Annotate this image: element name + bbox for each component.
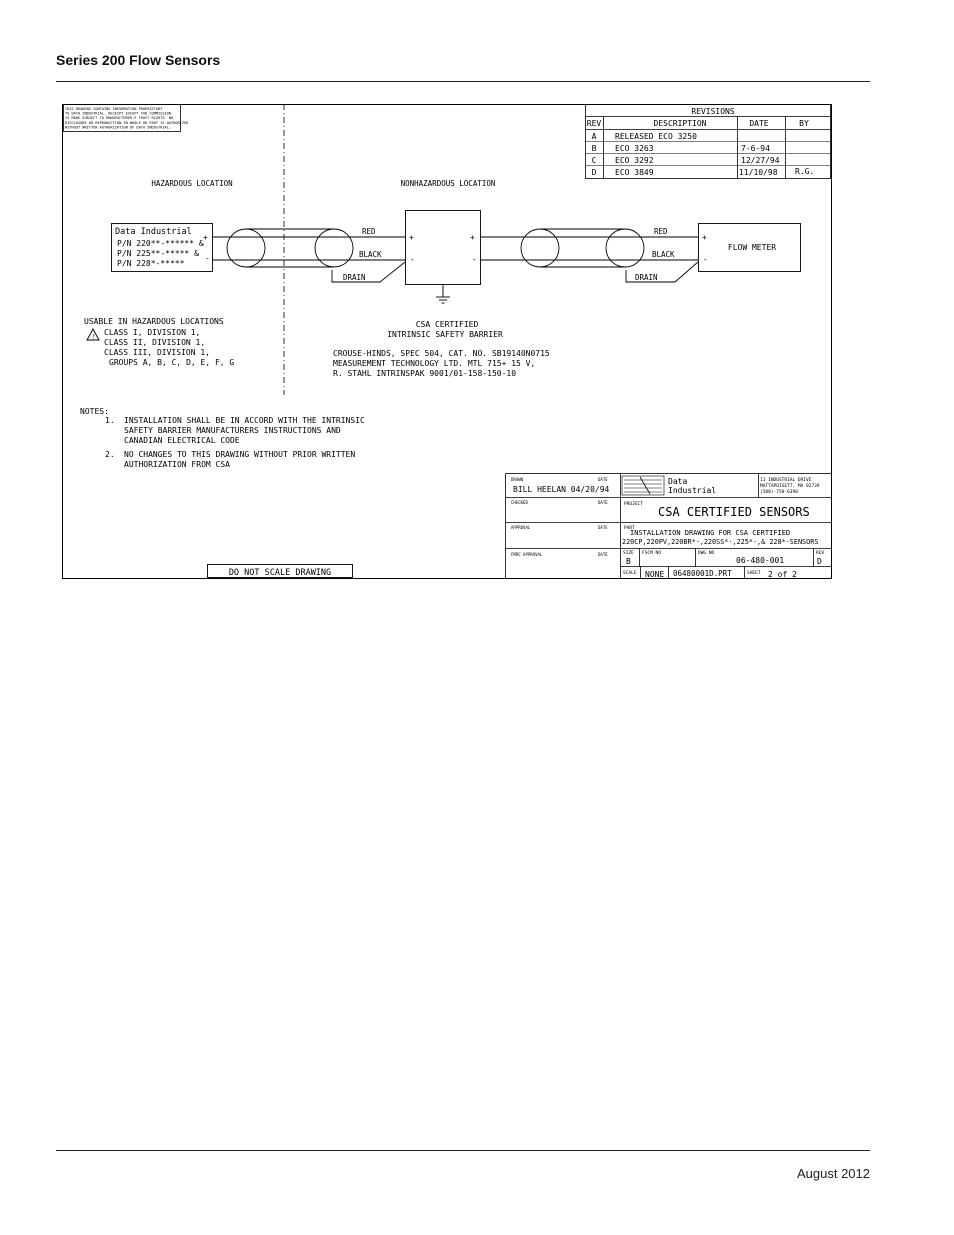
plus-terminal-label: + (203, 233, 208, 242)
barrier-plus-out: + (470, 233, 475, 242)
usable-line: CLASS I, DIVISION 1, (104, 328, 201, 337)
fscm-label: FSCM NO (642, 551, 661, 556)
barrier-minus-in: - (410, 255, 415, 264)
page-header-title: Series 200 Flow Sensors (56, 52, 221, 68)
sensor-box (112, 224, 213, 272)
sensor-part-number: P/N 228*-***** (117, 259, 185, 268)
minus-terminal-label: - (205, 254, 210, 263)
company-name-line2: Industrial (668, 486, 717, 495)
revision-description: ECO 3292 (615, 156, 654, 165)
usable-title: USABLE IN HAZARDOUS LOCATIONS (84, 317, 224, 326)
size-label: SIZE (623, 551, 634, 556)
project-label: PROJECT (624, 502, 643, 507)
proprietary-note-line: WITHOUT WRITTEN AUTHORIZATION OF DATA INDUSTRIAL. (65, 125, 172, 130)
project-value: CSA CERTIFIED SENSORS (658, 505, 810, 519)
proprietary-note (64, 105, 189, 132)
date-label: DATE (598, 500, 608, 505)
red-wire-label-right: RED (654, 227, 668, 236)
approval-label: APPROVAL (511, 525, 531, 530)
barrier-minus-out: - (472, 255, 477, 264)
part-value-line: 220CP,220PV,220BR*-,220SS*-,225*-,& 228*-SENSORS (622, 538, 819, 546)
sensor-name: Data Industrial (115, 227, 192, 237)
revision-description: RELEASED ECO 3250 (615, 132, 697, 141)
safety-barrier-box (406, 211, 481, 304)
flow-meter-box (699, 224, 801, 272)
note-line: SAFETY BARRIER MANUFACTURERS INSTRUCTIONS AND (124, 426, 341, 435)
flow-meter-label: FLOW METER (727, 243, 777, 252)
revision-rev: B (591, 144, 597, 153)
black-wire-label-right: BLACK (652, 250, 675, 259)
checked-label: CHECKED (511, 500, 528, 505)
revisions-header-date: DATE (749, 119, 769, 128)
file-name-value: 06480001D.PRT (673, 569, 732, 578)
revisions-header-description: DESCRIPTION (653, 119, 707, 128)
flow-meter-minus: - (703, 255, 708, 264)
dwg-number-label: DWG NO (698, 551, 715, 556)
sheet-label: SHEET (747, 571, 761, 576)
notes-title: NOTES: (80, 407, 109, 416)
flow-meter-plus: + (702, 233, 707, 242)
date-label: DATE (598, 477, 608, 482)
red-wire-label-left: RED (362, 227, 376, 236)
usable-line: GROUPS A, B, C, D, E, F, G (109, 358, 235, 367)
company-address-line: MATTAPOISETT, MA 02739 (760, 484, 820, 489)
note-line: AUTHORIZATION FROM CSA (124, 460, 230, 469)
revisions-title: REVISIONS (691, 107, 735, 116)
do-not-scale-label: DO NOT SCALE DRAWING (228, 568, 332, 578)
notes (80, 407, 365, 469)
size-value: B (626, 557, 631, 566)
warning-icon-mark: ! (92, 333, 96, 341)
revision-date: 7-6-94 (741, 144, 770, 153)
usable-line: CLASS II, DIVISION 1, (104, 338, 206, 347)
barrier-title: CSA CERTIFIED (415, 320, 479, 329)
revision-description: ECO 3849 (615, 168, 654, 177)
revision-date: 11/10/98 (739, 168, 778, 177)
barrier-model: R. STAHL INTRINSPAK 9001/01-158-150-10 (333, 369, 517, 378)
sensor-part-number: P/N 225**-***** & (117, 249, 199, 258)
date-label: DATE (598, 525, 608, 530)
black-wire-label-left: BLACK (359, 250, 382, 259)
barrier-model: CROUSE-HINDS, SPEC 504, CAT. NO. SB19140N0715 (333, 349, 550, 358)
footer-date: August 2012 (796, 1166, 870, 1181)
revision-rev: C (591, 156, 597, 165)
part-label: PART (624, 526, 635, 531)
date-label: DATE (598, 552, 608, 557)
barrier-model: MEASUREMENT TECHNOLOGY LTD. MTL 715+ 15 V, (333, 359, 536, 368)
revision-date: 12/27/94 (741, 156, 780, 165)
proprietary-note-line: IS MADE SUBJECT TO MANUFACTURER'S TRUST RIGHTS. NO (65, 116, 174, 121)
company-address-line: (508)-758-6390 (760, 490, 798, 495)
company-address-line: 11 INDUSTRIAL DRIVE (760, 478, 812, 483)
note-line: INSTALLATION SHALL BE IN ACCORD WITH THE INTRINSIC (124, 416, 365, 425)
drawn-label: DRAWN (511, 477, 524, 482)
revisions-header-by: BY (799, 119, 809, 128)
scale-value: NONE (645, 570, 665, 579)
note-number: 2. (105, 450, 115, 459)
usable-line: CLASS III, DIVISION 1, (104, 348, 210, 357)
revision-description: ECO 3263 (615, 144, 654, 153)
company-name-line1: Data (668, 477, 688, 486)
proprietary-note-line: THIS DRAWING CONTAINS INFORMATION PROPRIETARY (65, 107, 163, 111)
note-line: NO CHANGES TO THIS DRAWING WITHOUT PRIOR WRITTEN (124, 450, 356, 459)
part-value-line: INSTALLATION DRAWING FOR CSA CERTIFIED (630, 529, 791, 537)
scale-label: SCALE (623, 571, 637, 576)
drawn-value: BILL HEELAN 04/20/94 (513, 485, 610, 494)
rev-label: REV (816, 551, 825, 556)
usable-locations (84, 317, 234, 367)
revision-rev: A (591, 132, 597, 141)
revisions-header-rev: REV (586, 119, 602, 128)
company-logo (622, 476, 664, 495)
note-line: CANADIAN ELECTRICAL CODE (124, 436, 240, 445)
revision-rev: D (591, 168, 597, 177)
drain-wire-label-right: DRAIN (635, 273, 658, 282)
proprietary-note-line: TO DATA INDUSTRIAL. RECEIPT EXCEPT FOR COMMISSION (65, 111, 172, 116)
fmrc-approval-label: FMRC APPROVAL (511, 552, 543, 557)
barrier-subtitle: INTRINSIC SAFETY BARRIER (387, 330, 503, 339)
barrier-plus-in: + (409, 233, 414, 242)
hazardous-location-label: HAZARDOUS LOCATION (151, 179, 233, 188)
proprietary-note-line: DISCLOSURE OR REPRODUCTION IN WHOLE OR PART IS AUTHORIZED (65, 120, 189, 125)
revision-by: R.G. (795, 167, 815, 176)
dwg-number-value: 06-480-001 (736, 556, 785, 565)
note-number: 1. (105, 416, 115, 425)
sheet-value: 2 of 2 (768, 570, 797, 579)
drain-wire-label-left: DRAIN (343, 273, 366, 282)
rev-value: D (817, 557, 822, 566)
sensor-part-number: P/N 220**-****** & (117, 239, 204, 248)
nonhazardous-location-label: NONHAZARDOUS LOCATION (400, 179, 496, 188)
title-block-text (511, 476, 824, 579)
revisions-table (586, 105, 831, 179)
